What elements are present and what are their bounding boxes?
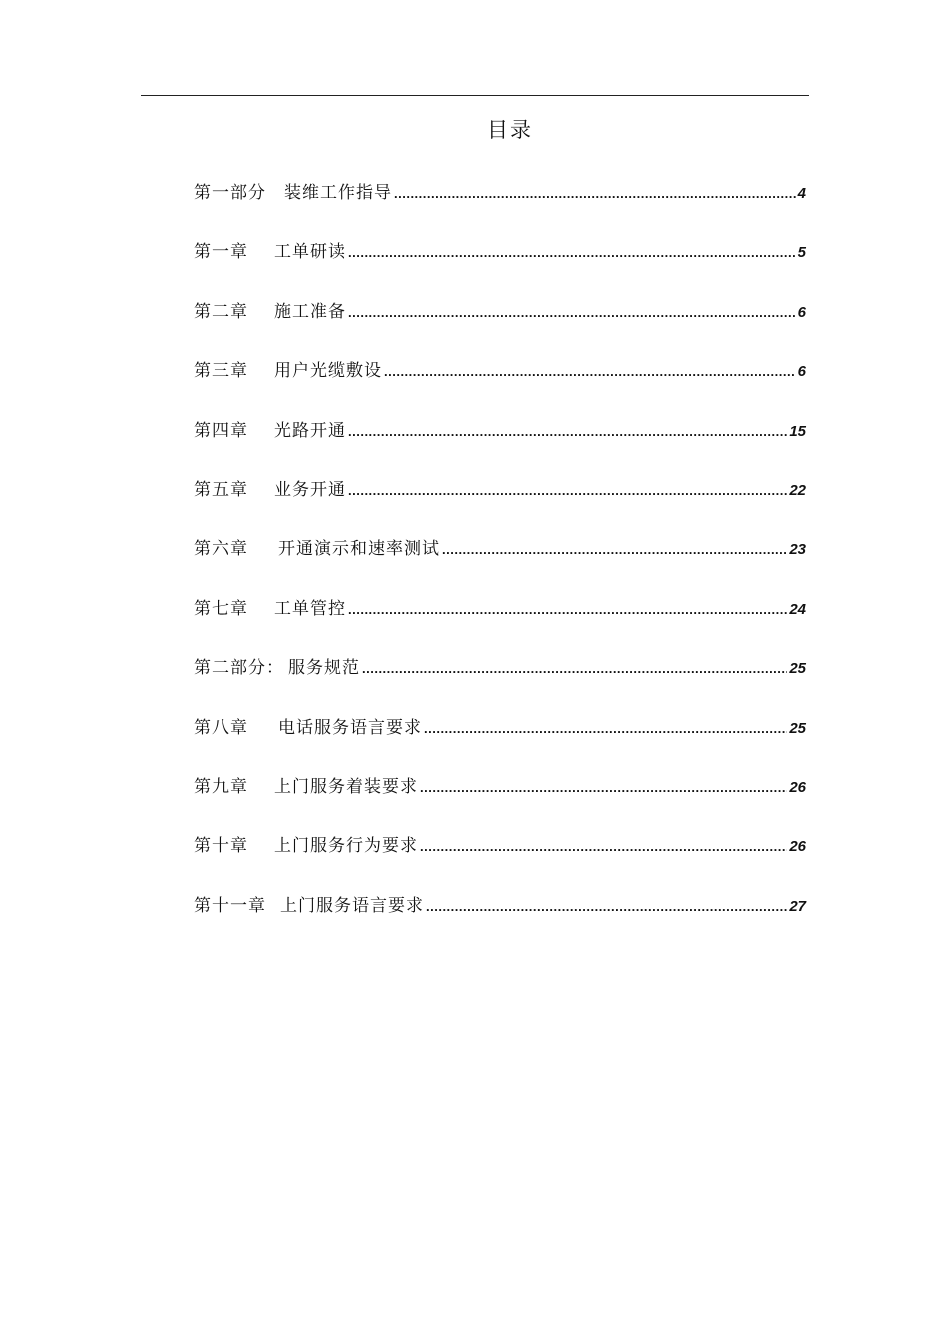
- page-title: 目录: [487, 118, 533, 142]
- toc-entry[interactable]: [194, 772, 806, 831]
- toc-entry-label: [194, 416, 346, 441]
- header-rule: [141, 95, 809, 96]
- toc-entry-label: [194, 237, 346, 262]
- toc-entry-label: [194, 594, 346, 619]
- toc-entry-number: 第六章: [194, 539, 248, 560]
- toc-dot-leader: [348, 305, 796, 320]
- toc-entry-title: 施工准备: [274, 301, 346, 322]
- toc-entry-title: 上门服务着装要求: [274, 776, 418, 797]
- toc-entry-number: 第五章: [194, 479, 248, 500]
- toc-dot-leader: [348, 245, 796, 260]
- toc-entry-page: 4: [797, 185, 806, 202]
- toc-entry-page: 26: [789, 778, 806, 796]
- toc-entry[interactable]: [194, 594, 806, 653]
- toc-entry-label: [194, 356, 382, 381]
- toc-entry-page: 22: [789, 481, 806, 499]
- toc-dot-leader: [384, 364, 796, 379]
- toc-entry-page: 24: [789, 600, 806, 618]
- toc-entry[interactable]: [194, 416, 806, 475]
- toc-entry-number: 第七章: [194, 598, 248, 619]
- toc-entry-title: 上门服务语言要求: [280, 895, 424, 916]
- toc-dot-leader: [426, 899, 787, 914]
- toc-entry-number: 第三章: [194, 361, 248, 382]
- toc-entry-page: 23: [789, 541, 806, 559]
- toc-dot-leader: [348, 602, 787, 617]
- toc-entry-page: 6: [797, 303, 806, 321]
- toc-entry-title: 工单研读: [274, 242, 346, 263]
- toc-entry-label: [194, 178, 392, 203]
- toc-entry-label: [194, 297, 346, 322]
- toc-entry[interactable]: [194, 653, 806, 712]
- toc-entry-page: 15: [789, 422, 806, 440]
- toc-entry-label: [194, 772, 418, 797]
- toc-entry-label: [194, 534, 440, 559]
- toc-entry-title: 光路开通: [274, 420, 346, 441]
- toc-entry-title: 服务规范: [288, 658, 360, 679]
- toc-entry[interactable]: [194, 713, 806, 772]
- toc-dot-leader: [362, 661, 787, 676]
- toc-entry-number: 第八章: [194, 717, 248, 738]
- toc-entry-number: 第十章: [194, 836, 248, 857]
- toc-entry[interactable]: [194, 534, 806, 593]
- toc-entry[interactable]: [194, 475, 806, 534]
- toc-entry-title: 工单管控: [274, 598, 346, 619]
- toc-entry-number: 第一章: [194, 242, 248, 263]
- toc-dot-leader: [348, 424, 787, 439]
- toc-entry-page: 6: [797, 363, 806, 381]
- toc-entry-page: 25: [789, 660, 806, 678]
- toc-dot-leader: [394, 186, 796, 201]
- toc-entry-number: 第九章: [194, 776, 248, 797]
- toc-entry-page: 27: [789, 897, 806, 915]
- toc-entry-title: 用户光缆敷设: [274, 361, 382, 382]
- toc-entry-label: [194, 831, 418, 856]
- toc-entry-label: [194, 891, 424, 916]
- toc-entry-number: 第四章: [194, 420, 248, 441]
- toc-entry[interactable]: [194, 178, 806, 237]
- toc-dot-leader: [420, 780, 787, 795]
- toc-entry[interactable]: [194, 891, 806, 950]
- toc-entry[interactable]: [194, 831, 806, 890]
- toc-entry-title: 装维工作指导: [284, 183, 392, 203]
- toc-entry-number: 第二部分：: [194, 658, 284, 679]
- toc-entry-title: 业务开通: [274, 479, 346, 500]
- toc-entry[interactable]: [194, 356, 806, 415]
- toc-entry-number: 第一部分: [194, 183, 266, 203]
- toc-entry[interactable]: [194, 297, 806, 356]
- toc-dot-leader: [442, 542, 787, 557]
- toc-dot-leader: [348, 483, 787, 498]
- toc-entry-label: [194, 653, 360, 678]
- toc-entry-number: 第十一章: [194, 895, 266, 916]
- toc-entry-number: 第二章: [194, 301, 248, 322]
- toc-dot-leader: [424, 721, 787, 736]
- table-of-contents: [194, 178, 806, 950]
- toc-entry[interactable]: [194, 237, 806, 296]
- toc-entry-page: 5: [797, 244, 806, 262]
- toc-entry-title: 上门服务行为要求: [274, 836, 418, 857]
- toc-entry-title: 开通演示和速率测试: [278, 539, 440, 560]
- toc-entry-label: [194, 475, 346, 500]
- toc-dot-leader: [420, 839, 787, 854]
- toc-entry-page: 25: [789, 719, 806, 737]
- toc-entry-label: [194, 713, 422, 738]
- toc-entry-page: 26: [789, 838, 806, 856]
- toc-entry-title: 电话服务语言要求: [278, 717, 422, 738]
